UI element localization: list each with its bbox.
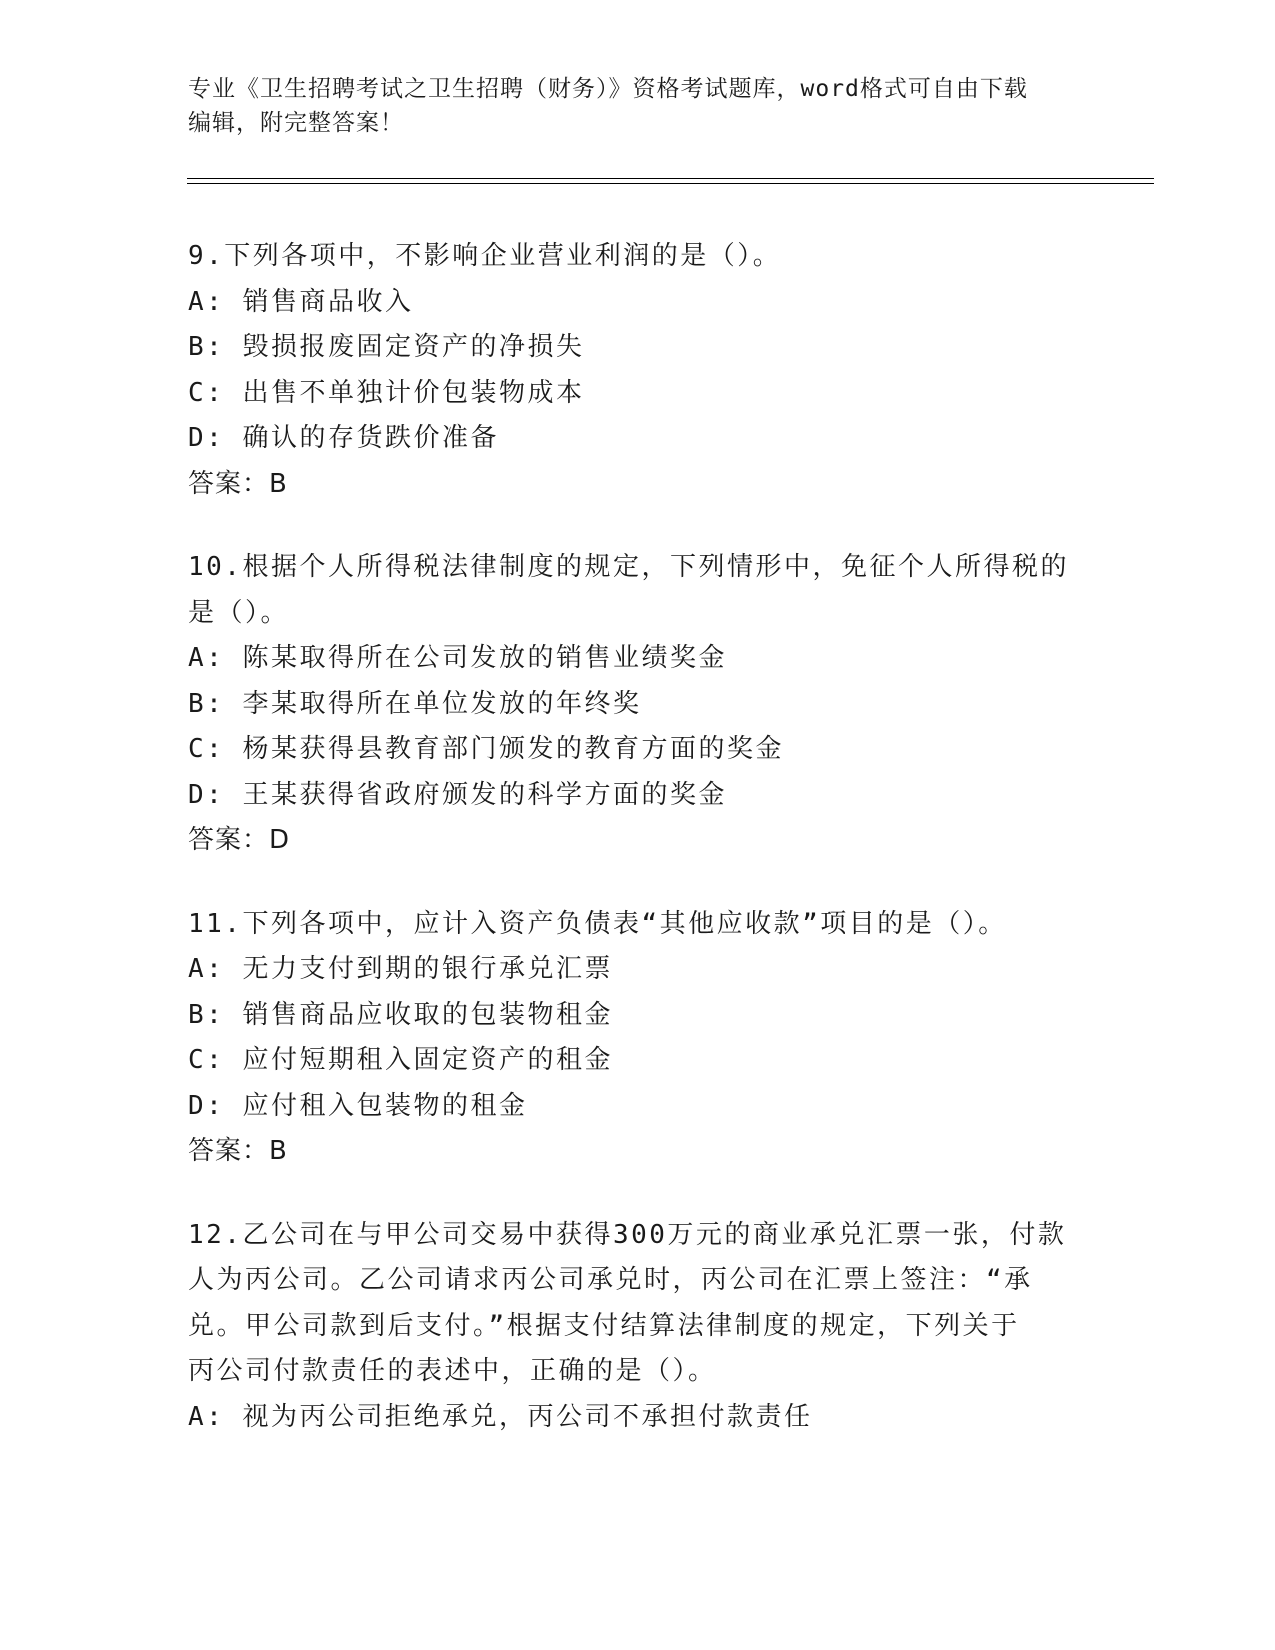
question-list (188, 234, 1088, 1478)
question-stem-line: 是（）。 (188, 597, 290, 628)
question-9 (188, 234, 1088, 507)
document-header (188, 72, 1088, 140)
answer: 答案：D (188, 825, 291, 855)
option-d: D: 王某获得省政府颁发的科学方面的奖金 (188, 779, 727, 810)
header-divider-bottom (187, 183, 1154, 184)
option-d: D: 应付租入包装物的租金 (188, 1090, 528, 1121)
question-12 (188, 1213, 1088, 1441)
question-stem-line: 10.根据个人所得税法律制度的规定，下列情形中，免征个人所得税的 (188, 552, 1069, 582)
option-d: D: 确认的存货跌价准备 (188, 423, 499, 453)
question-11 (188, 902, 1088, 1175)
answer: 答案：B (188, 1136, 288, 1166)
question-stem-line: 人为丙公司。乙公司请求丙公司承兑时，丙公司在汇票上签注：“承 (188, 1265, 1033, 1295)
option-b: B: 毁损报废固定资产的净损失 (188, 332, 585, 362)
question-stem: 11.下列各项中，应计入资产负债表“其他应收款”项目的是（）。 (188, 908, 1007, 939)
header-divider-top (187, 178, 1154, 179)
option-a: A: 视为丙公司拒绝承兑，丙公司不承担付款责任 (188, 1401, 813, 1432)
option-a: A: 无力支付到期的银行承兑汇票 (188, 954, 613, 984)
option-c: C: 出售不单独计价包装物成本 (188, 377, 585, 408)
question-stem: 9.下列各项中，不影响企业营业利润的是（）。 (188, 241, 782, 271)
header-line-1: 专业《卫生招聘考试之卫生招聘（财务）》资格考试题库，word格式可自由下载 (188, 76, 1028, 102)
answer: 答案：B (188, 468, 288, 499)
option-c: C: 应付短期租入固定资产的租金 (188, 1045, 613, 1075)
question-stem-line: 丙公司付款责任的表述中，正确的是（）。 (188, 1356, 717, 1386)
header-line-2: 编辑，附完整答案！ (188, 110, 404, 136)
option-b: B: 李某取得所在单位发放的年终奖 (188, 688, 642, 719)
option-c: C: 杨某获得县教育部门颁发的教育方面的奖金 (188, 734, 784, 764)
question-stem-line: 12.乙公司在与甲公司交易中获得300万元的商业承兑汇票一张，付款 (188, 1219, 1067, 1250)
option-a: A: 销售商品收入 (188, 286, 414, 317)
question-10 (188, 545, 1088, 864)
option-b: B: 销售商品应收取的包装物租金 (188, 999, 613, 1030)
option-a: A: 陈某取得所在公司发放的销售业绩奖金 (188, 643, 727, 673)
question-stem-line: 兑。甲公司款到后支付。”根据支付结算法律制度的规定，下列关于 (188, 1310, 1020, 1341)
